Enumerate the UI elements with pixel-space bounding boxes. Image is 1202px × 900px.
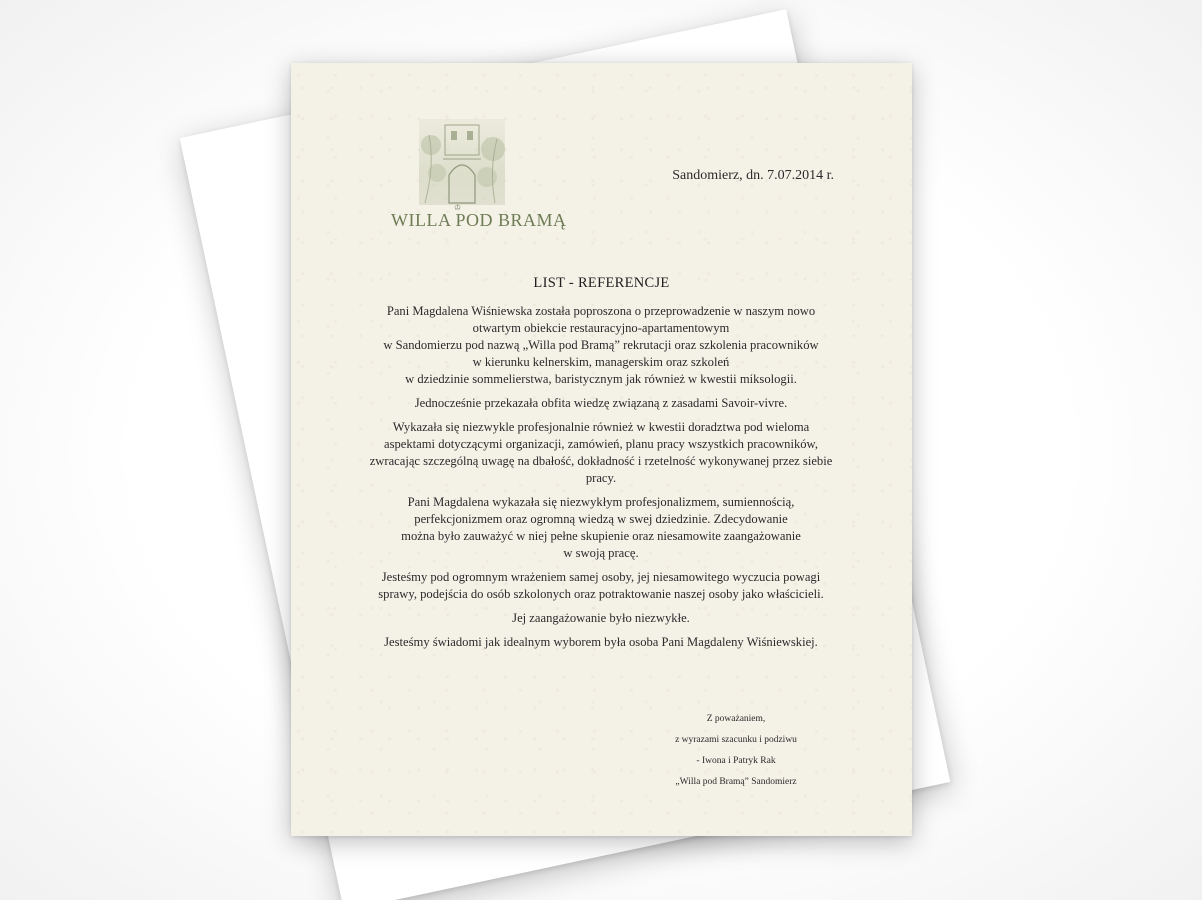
- building-illustration-icon: [415, 115, 509, 207]
- text-line: Jesteśmy świadomi jak idealnym wyborem była osoba Pani Magdaleny Wiśniewskiej.: [384, 635, 818, 649]
- crown-icon: ♔: [454, 203, 462, 212]
- text-line: sprawy, podejścia do osób szkolonych oraz potraktowanie naszej osoby jako właścicieli.: [378, 587, 824, 601]
- text-line: Pani Magdalena Wiśniewska została poproszona o przeprowadzenie w naszym nowo: [386, 304, 816, 318]
- paragraph: [351, 569, 851, 603]
- willa-pod-brama-logo: [391, 115, 567, 230]
- letter-title: LIST - REFERENCJE: [533, 275, 670, 291]
- text-line: w dziedzinie sommelierstwa, baristycznym jak również w kwestii miksologii.: [405, 372, 797, 386]
- letter-body: [351, 303, 851, 658]
- paragraph: [351, 494, 851, 562]
- text-line: zwracając szczególną uwagę na dbałość, dokładność i rzetelność wykonywanej przez siebie: [369, 454, 833, 468]
- text-line: Jej zaangażowanie było niezwykłe.: [512, 611, 690, 625]
- text-line: aspektami dotyczącymi organizacji, zamówień, planu pracy wszystkich pracowników,: [384, 437, 818, 451]
- paragraph: [351, 303, 851, 388]
- text-line: w kierunku kelnerskim, managerskim oraz szkoleń: [472, 355, 730, 369]
- paragraph: [351, 634, 851, 651]
- text-line: Pani Magdalena wykazała się niezwykłym profesjonalizmem, sumiennością,: [407, 495, 795, 509]
- paragraph: [351, 395, 851, 412]
- text-line: Jesteśmy pod ogromnym wrażeniem samej osoby, jej niesamowitego wyczucia powagi: [381, 570, 821, 584]
- text-line: w Sandomierzu pod nazwą „Willa pod Bramą” rekrutacji oraz szkolenia pracowników: [383, 338, 819, 352]
- closing-line: z wyrazami szacunku i podziwu: [675, 735, 797, 745]
- text-line: Wykazała się niezwykle profesjonalnie również w kwestii doradztwa pod wieloma: [392, 420, 810, 434]
- reference-letter: [291, 63, 912, 836]
- paragraph: [351, 419, 851, 487]
- closing-line: Z poważaniem,: [706, 714, 766, 724]
- text-line: Jednocześnie przekazała obfita wiedzę związaną z zasadami Savoir-vivre.: [414, 396, 788, 410]
- logo-wordmark: WILLA POD BRAMĄ: [391, 210, 567, 230]
- text-line: można było zauważyć w niej pełne skupienie oraz niesamowite zaangażowanie: [401, 529, 801, 543]
- signature-block: [631, 709, 841, 793]
- text-line: perfekcjonizmem oraz ogromną wiedzą w swej dziedzinie. Zdecydowanie: [414, 512, 788, 526]
- paragraph: [351, 610, 851, 627]
- text-line: pracy.: [585, 471, 617, 485]
- signatory-company: „Willa pod Bramą” Sandomierz: [675, 777, 797, 787]
- letter-date: Sandomierz, dn. 7.07.2014 r.: [672, 168, 834, 183]
- text-line: otwartym obiekcie restauracyjno-apartamentowym: [472, 321, 730, 335]
- signatory-names: - Iwona i Patryk Rak: [696, 756, 776, 766]
- text-line: w swoją pracę.: [563, 546, 639, 560]
